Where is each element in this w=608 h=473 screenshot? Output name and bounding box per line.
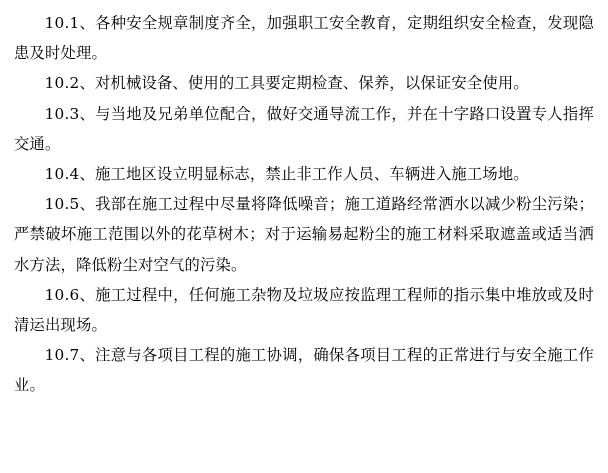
paragraph: 10.3、与当地及兄弟单位配合，做好交通导流工作，并在十字路口设置专人指挥交通。	[14, 104, 594, 153]
paragraph: 10.7、注意与各项目工程的施工协调，确保各项目工程的正常进行与安全施工作业。	[14, 346, 594, 395]
paragraph: 10.1、各种安全规章制度齐全，加强职工安全教育，定期组织安全检查，发现隐患及时处理。	[14, 14, 594, 63]
paragraph: 10.4、施工地区设立明显标志，禁止非工作人员、车辆进入施工场地。	[44, 165, 529, 184]
paragraph: 10.2、对机械设备、使用的工具要定期检查、保养，以保证安全使用。	[44, 74, 529, 93]
paragraph: 10.5、我部在施工过程中尽量将降低噪音；施工道路经常洒水以减少粉尘污染；严禁破坏施工范围以外的花草树木；对于运输易起粉尘的施工材料采取遮盖或适当洒水方法，降低粉尘对空气的污染。	[14, 195, 594, 274]
paragraph: 10.6、施工过程中，任何施工杂物及垃圾应按监理工程师的指示集中堆放或及时清运出现场。	[14, 285, 594, 335]
